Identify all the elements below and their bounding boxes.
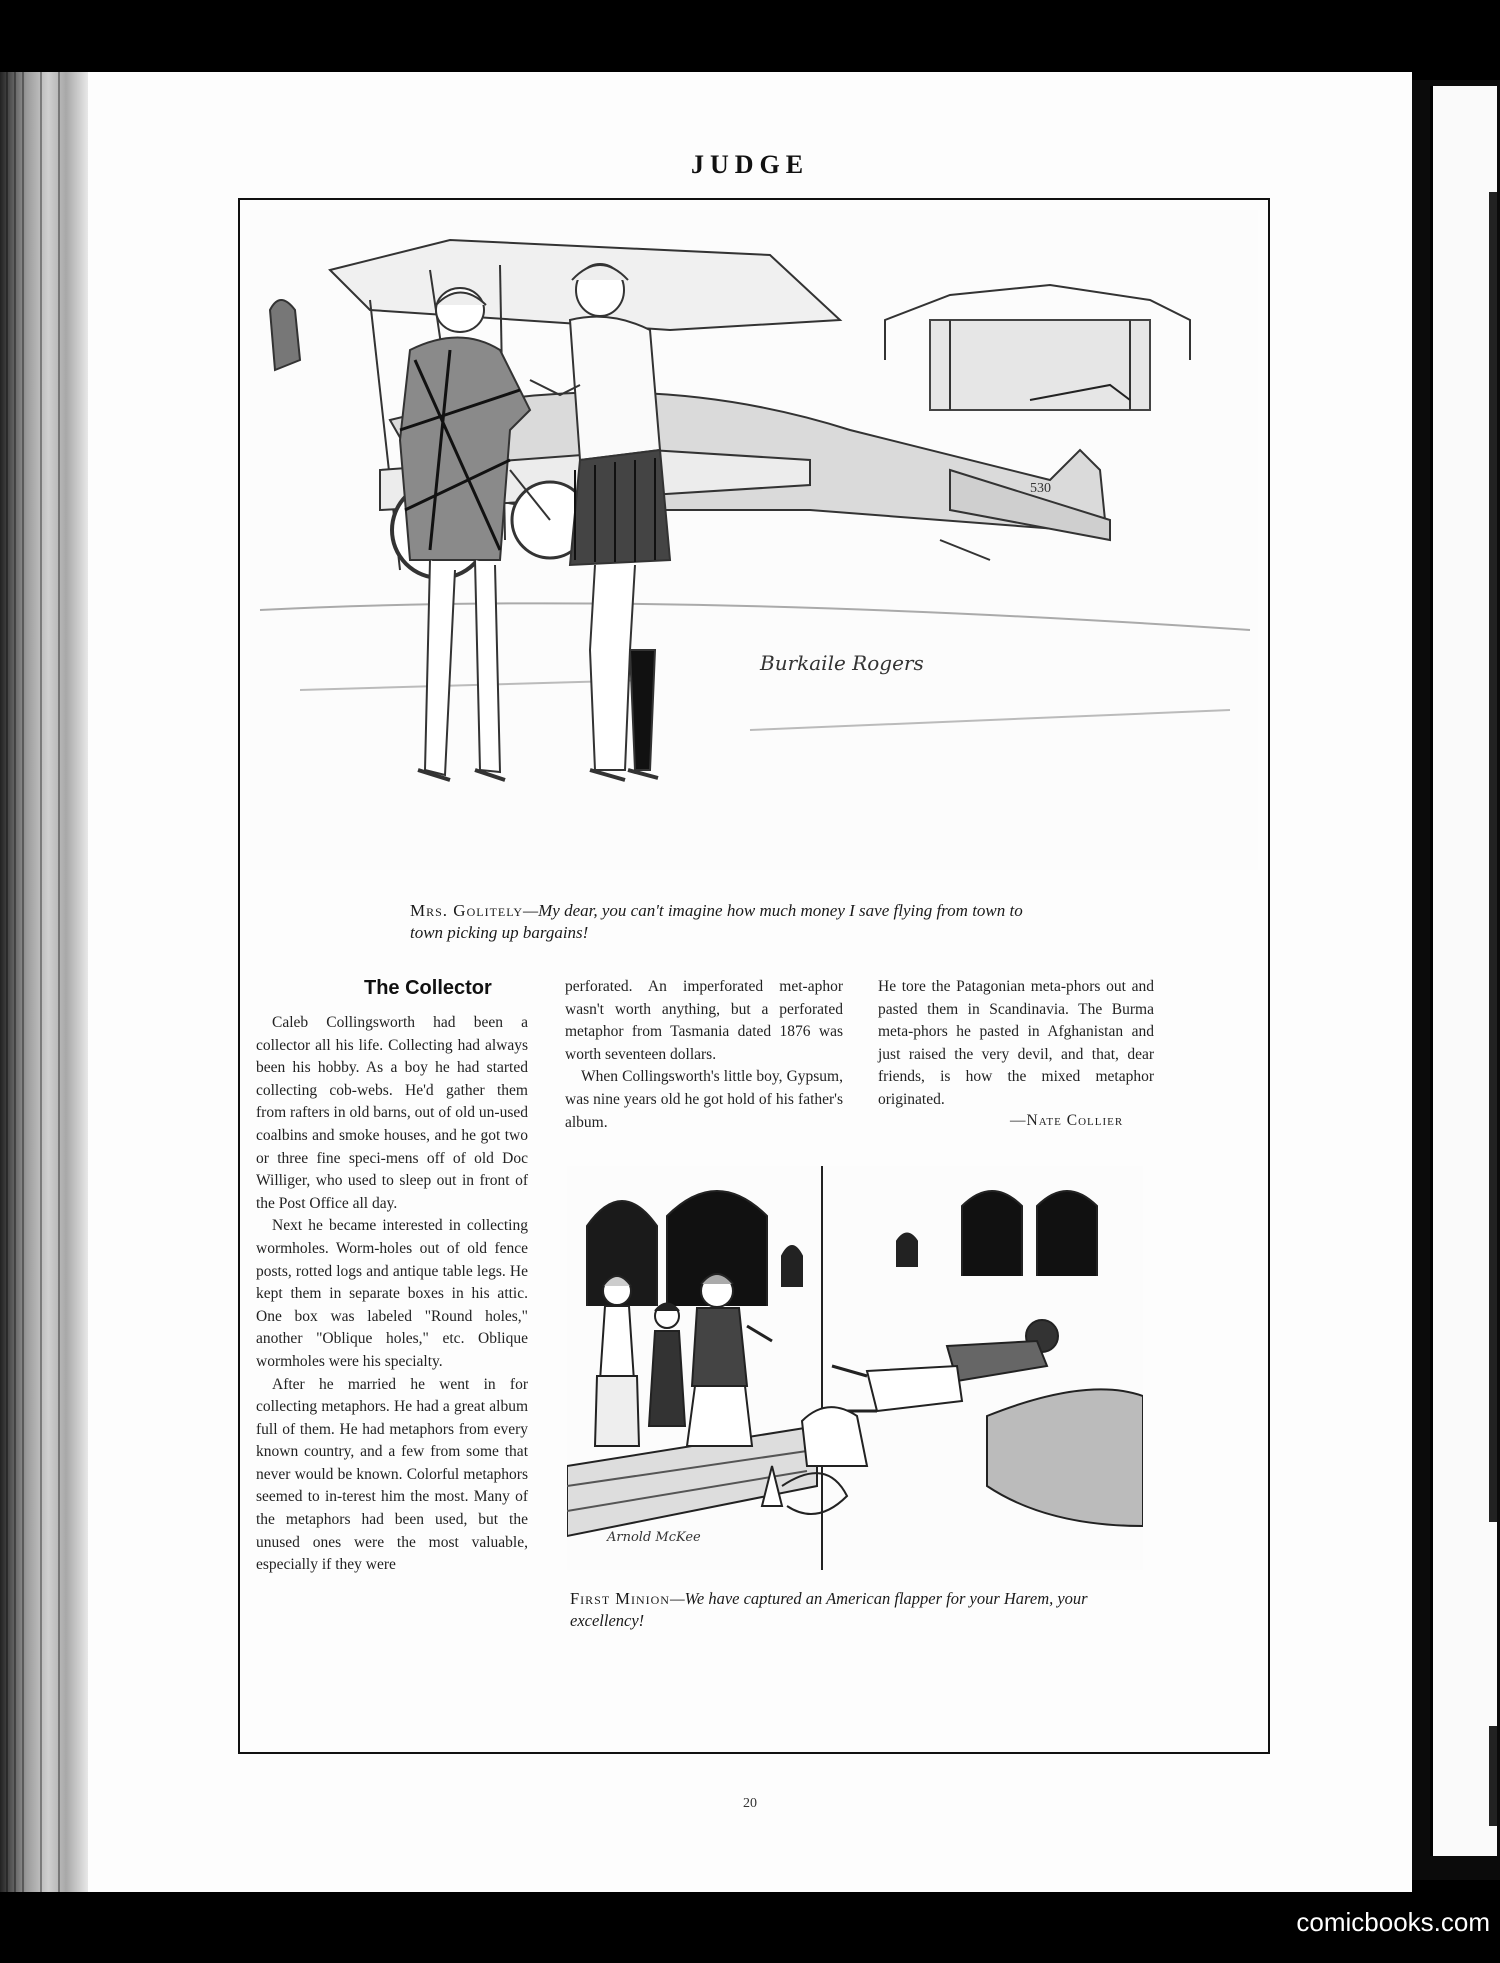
masthead: JUDGE: [690, 150, 810, 179]
bottom-caption-text: —We have captured an American flapper for your Harem, your excellency!: [570, 1589, 1088, 1630]
bottom-caption-speaker: First Minion: [570, 1589, 670, 1608]
story-paragraph: After he married he went in for collecting metaphors. He had a great album full of them. He had metaphors from every known country, and a few from some that never would be known. Colorful metaphors seemed to in-terest him the most. Many of the metaphors had been used, but the unused ones were the most valuable, especially if they were: [256, 1375, 528, 1574]
story-paragraph: perforated. An imperforated met-aphor wasn't worth anything, but a perforated metaphor from Tasmania dated 1876 was worth seventeen dollars.: [565, 978, 843, 1063]
harem-cartoon-drawing: [567, 1166, 1143, 1570]
magazine-page: [88, 72, 1412, 1892]
watermark: comicbooks.com: [1296, 1907, 1490, 1937]
story-column-1: [256, 1012, 528, 1577]
bottom-cartoon-caption: [570, 1588, 1150, 1632]
page-frame: [238, 198, 1270, 1754]
airplane-cartoon: [250, 210, 1258, 870]
top-cartoon-signature: Burkaile Rogers: [760, 651, 924, 675]
top-caption-text: —My dear, you can't imagine how much money I save flying from town to town picking up bargains!: [410, 901, 1023, 942]
harem-cartoon: [567, 1166, 1143, 1570]
plane-marking: 530: [1030, 481, 1051, 496]
top-caption-speaker: Mrs. Golitely: [410, 901, 524, 920]
airplane-cartoon-drawing: [250, 210, 1258, 870]
story-column-3: [878, 976, 1154, 1112]
story-paragraph: Caleb Collingsworth had been a collector all his life. Collecting had always been his hobby. As a boy he had started collecting cob-webs. He'd gather them from rafters in old barns, out of old un-used coalbins and smoke houses, and he got two or three fine speci-mens off of old Doc Williger, who used to sleep out in front of the Post Office all day.: [256, 1014, 528, 1212]
bottom-cartoon-signature: Arnold McKee: [607, 1530, 701, 1545]
story-paragraph: He tore the Patagonian meta-phors out and pasted them in Scandinavia. The Burma meta-phors he pasted in Afghanistan and just raised the very devil, and that, dear friends, is how the mixed metaphor originated.: [878, 978, 1154, 1108]
story-title: The Collector: [364, 977, 492, 999]
book-left-pages-edge: [0, 72, 88, 1892]
page-number: 20: [743, 1796, 757, 1811]
story-paragraph: Next he became interested in collecting wormholes. Worm-holes out of old fence posts, rotted logs and antique table legs. He kept them in separate boxes in his attic. One box was labeled "Round holes," another "Oblique holes," etc. Oblique wormholes were his specialty.: [256, 1217, 528, 1370]
next-page-sliver: [1430, 86, 1497, 1856]
story-author: —Nate Collier: [1010, 1112, 1124, 1129]
top-cartoon-caption: [410, 900, 1050, 944]
story-paragraph: When Collingsworth's little boy, Gypsum, was nine years old he got hold of his father's album.: [565, 1068, 843, 1131]
